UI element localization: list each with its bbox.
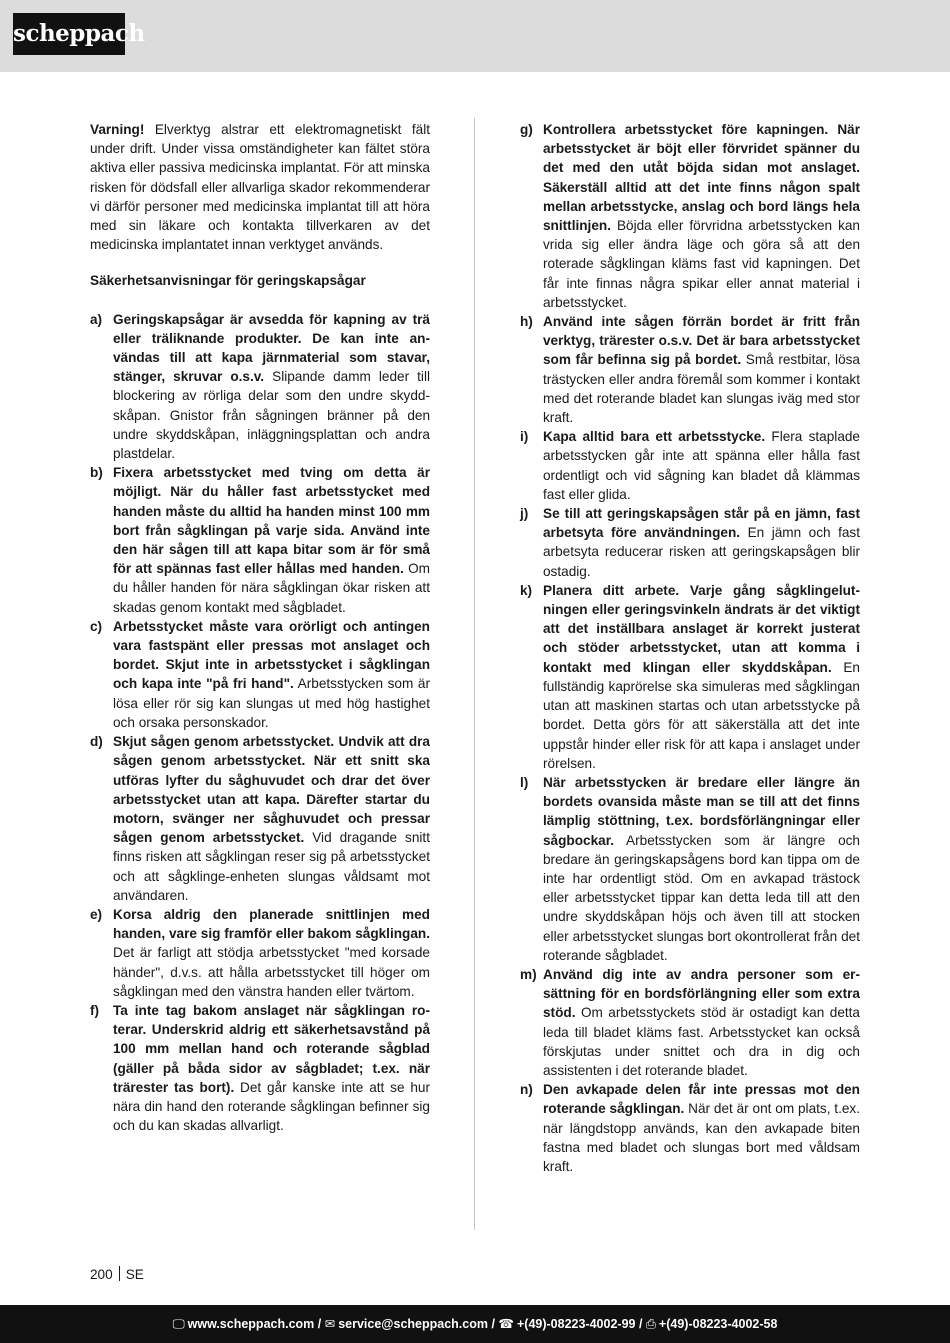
warning-paragraph — [90, 120, 430, 254]
page-language: SE — [125, 1267, 144, 1282]
item-bold-text: Korsa aldrig den planerade snittlinjen med handen, vare sig framför eller bakom sågklingan. — [113, 906, 430, 942]
item-label: n) — [520, 1082, 533, 1098]
item-text: Slipande damm leder till blockering av rörliga delar som den undre skyddskåpan. Gnistor från sågningen bränner på den undre skyddskåpan, inläggningsplattan och andra plastdelar. — [113, 369, 430, 462]
item-label: a) — [90, 311, 103, 327]
item-text: Flera staplade arbetsstycken går inte att spänna eller hålla fast ordentligt och vid sågning kan bladet då klämmas fast eller glida. — [543, 429, 860, 502]
list-item — [520, 312, 860, 427]
scheppach-logo: scheppach — [13, 13, 125, 55]
computer-icon: 🖵 — [172, 1317, 185, 1331]
list-item — [90, 732, 430, 905]
item-label: b) — [90, 465, 103, 481]
item-label: i) — [520, 429, 529, 445]
item-text: Om arbetsstyckets stöd är ostadigt kan detta leda till bladet kläms fast. Arbetsstycket kan också förskjutas under snittet och dra in dig och assistenten i det roterande bladet. — [543, 1005, 860, 1078]
item-bold-text: Använd dig inte av andra personer som ersättning för en bordsförlängning eller som extra stöd. — [543, 966, 860, 1021]
item-text: Böjda eller förvridna arbetsstycken kan vrida sig eller ändra läge och göra så att den roterade sågklingan kläms fast vid kapningen. Det får inte finnas några spikar eller annat material i arbetsstycket. — [543, 218, 860, 310]
item-text: Vid dragande snitt finns risken att sågklingan reser sig på arbetsstycket och att sågklinge-enheten slungas våldsamt mot användaren. — [113, 830, 430, 903]
item-bold-text: Den avkapade delen får inte pressas mot den roterande sågklingan. — [543, 1082, 860, 1117]
item-label: k) — [520, 582, 533, 598]
list-item — [520, 965, 860, 1080]
item-bold-text: Ta inte tag bakom anslaget när sågklingan roterar. Underskrid aldrig ett säkerhetsavstånd på 100 mm mellan hand och roterande sågblad (gäller på båda sidor av sågbladet; t.ex. när trärester tas bort). — [113, 1002, 430, 1095]
item-text: Om du håller handen för nära sågklingan ökar risken att skadas genom kontakt med sågbladet. — [113, 561, 430, 615]
item-text: Små restbitar, lösa trästycken eller andra föremål som kommer i kontakt med det roterande bladet kan slungas iväg med stor kraft. — [543, 352, 860, 426]
item-bold-text: Använd inte sågen förrän bordet är fritt från verktyg, trärester o.s.v. Det är bara arbetsstycket som får befinna sig på bordet. — [543, 314, 860, 368]
list-item — [90, 905, 430, 1001]
list-item — [90, 1001, 430, 1135]
item-label: f) — [90, 1002, 100, 1018]
list-item — [520, 773, 860, 965]
right-column — [520, 120, 860, 1176]
list-item — [90, 617, 430, 732]
item-label: h) — [520, 314, 533, 330]
list-item — [520, 427, 860, 504]
section-heading: Säkerhetsanvisningar för geringskapsågar — [90, 273, 366, 289]
item-bold-text: Kapa alltid bara ett arbetsstycke. — [543, 429, 766, 445]
list-item — [90, 463, 430, 617]
envelope-icon: ✉ — [324, 1317, 336, 1331]
item-text: Arbetsstycken som är längre och bredare än geringskapsågens bord kan tippa om de inte har ordentligt stöd. Om en avkapad trästock eller arbetsstycket tippar kan detta leda till att den undre skyddskåpan höjs och även till att stocken eller arbetsstycket slungas bort okontrollerat från det roterande sågbladet. — [543, 832, 860, 963]
item-label: g) — [520, 122, 533, 137]
phone-icon: ☎ — [498, 1317, 514, 1331]
item-bold-text: Geringskapsågar är avsedda för kapning av trä eller träliknande produkter. De kan inte användas till att kapa järnmaterial som stavar, stänger, skruvar o.s.v. — [113, 311, 430, 385]
fax-icon: ⎙ — [645, 1317, 656, 1331]
page-number-value: 200 — [90, 1267, 113, 1282]
page-number — [90, 1266, 144, 1283]
item-text: En jämn och fast arbetsyta reducerar risken att geringskapsågen blir ostadig. — [543, 525, 860, 579]
footer-phone-text: +(49)-08223-4002-99 / — [516, 1317, 643, 1331]
item-label: c) — [90, 618, 103, 634]
item-text: En fullständig kaprörelse ska simuleras med sågklingan utan att maskinen startas och utan arbetsstycke på bordet. Detta görs för att säkerställa att det inte uppstår hinder eller risk för att kapa i anslaget under rörelsen. — [543, 659, 860, 771]
item-bold-text: Planera ditt arbete. Varje gång sågklingelutningen eller geringsvinkeln ändrats är det viktigt att det inställbara anslaget är korrekt justerat och stöder arbetsstycket, utan att komma i kontakt med klingan eller skyddskåpan. — [543, 582, 860, 675]
column-divider — [474, 118, 475, 1230]
item-bold-text: Arbetsstycket måste vara orörligt och antingen vara fastspänt eller pressas mot anslaget och bordet. Skjut inte in arbetsstycket i sågklingan och kapa inte "på fri hand". — [113, 618, 430, 692]
item-label: e) — [90, 906, 103, 922]
footer-mail[interactable] — [325, 1317, 495, 1331]
item-text: När det är ont om plats, t.ex. när längdstopp används, kan den avkapade biten fastna med bladet och slungas bort med våldsam kraft. — [543, 1101, 860, 1174]
list-item — [90, 310, 430, 464]
item-label: d) — [90, 734, 103, 750]
item-label: j) — [520, 506, 529, 522]
item-text: Det är farligt att stödja arbetsstycket "med korsade händer", d.v.s. att hålla arbetsstycket till höger om sågklingan med den vänstra handen eller tvärtom. — [113, 945, 430, 999]
footer-phone[interactable] — [498, 1317, 642, 1331]
page-separator — [119, 1266, 120, 1281]
item-text: Det går kanske inte att se hur nära din hand den roterande sågklingan befinner sig och du kan skadas allvarligt. — [113, 1079, 430, 1134]
footer-web-text: www.scheppach.com / — [187, 1317, 322, 1331]
item-bold-text: När arbetsstycken är bredare eller längre än bordets ovansida måste man se till att det finns lämplig stöttning, t.ex. bordsförlängningar eller sågbockar. — [543, 774, 860, 848]
left-column — [90, 120, 430, 1135]
item-bold-text: Fixera arbetsstycket med tving om detta är möjligt. När du håller fast arbetsstycket med handen måste du alltid ha handen minst 100 mm bort från sågklingan på varje sida. Använd inte den här sågen till att kapa bitar som är för små för att spännas fast eller hållas med handen. — [113, 465, 430, 577]
warning-label: Varning! — [90, 122, 145, 137]
footer-fax[interactable] — [646, 1317, 778, 1331]
item-label: m) — [520, 966, 537, 982]
footer-mail-text: service@scheppach.com / — [338, 1317, 495, 1331]
item-bold-text: Kontrollera arbetsstycket före kapningen. När arbetsstycket är böjt eller förvridet spänner du det med den utåt böjda sidan mot anslaget. Säkerställ alltid att det inte finns någon spalt mellan arbetsstycke, anslag och bord längs hela snittlinjen. — [543, 122, 860, 234]
header-bar — [0, 0, 950, 72]
item-bold-text: Se till att geringskapsågen står på en jämn, fast arbetsyta före användningen. — [543, 506, 860, 541]
item-text: Arbetsstycken som är lösa eller rör sig kan slungas ut med hög hastighet och orsaka personskador. — [113, 676, 430, 730]
footer-bar — [0, 1305, 950, 1343]
list-item — [520, 504, 860, 581]
item-label: l) — [520, 774, 529, 790]
list-item — [520, 581, 860, 773]
list-item — [520, 1080, 860, 1176]
list-item — [520, 120, 860, 312]
footer-fax-text: +(49)-08223-4002-58 — [658, 1317, 778, 1331]
footer-web[interactable] — [173, 1317, 322, 1331]
item-bold-text: Skjut sågen genom arbetsstycket. Undvik att dra sågen genom arbetsstycket. När ett snitt ska utföras lyfter du såghuvudet och drar det över arbetsstycket utan att kapa. Därefter startar du motorn, svänger ner såghuvudet och pressar sågen genom arbetsstycket. — [113, 734, 430, 846]
warning-text: Elverktyg alstrar ett elektromagnetiskt fält under drift. Under vissa omständigheter kan fältet störa aktiva eller passiva medicinska implantat. För att minska risken för dödsfall eller allvarliga skador rekommenderar vi därför personer med medicinska implantat till att höra med sin läkare och kontakta tillverkaren av det medicinska implantatet innan verktyget används. — [90, 122, 430, 253]
